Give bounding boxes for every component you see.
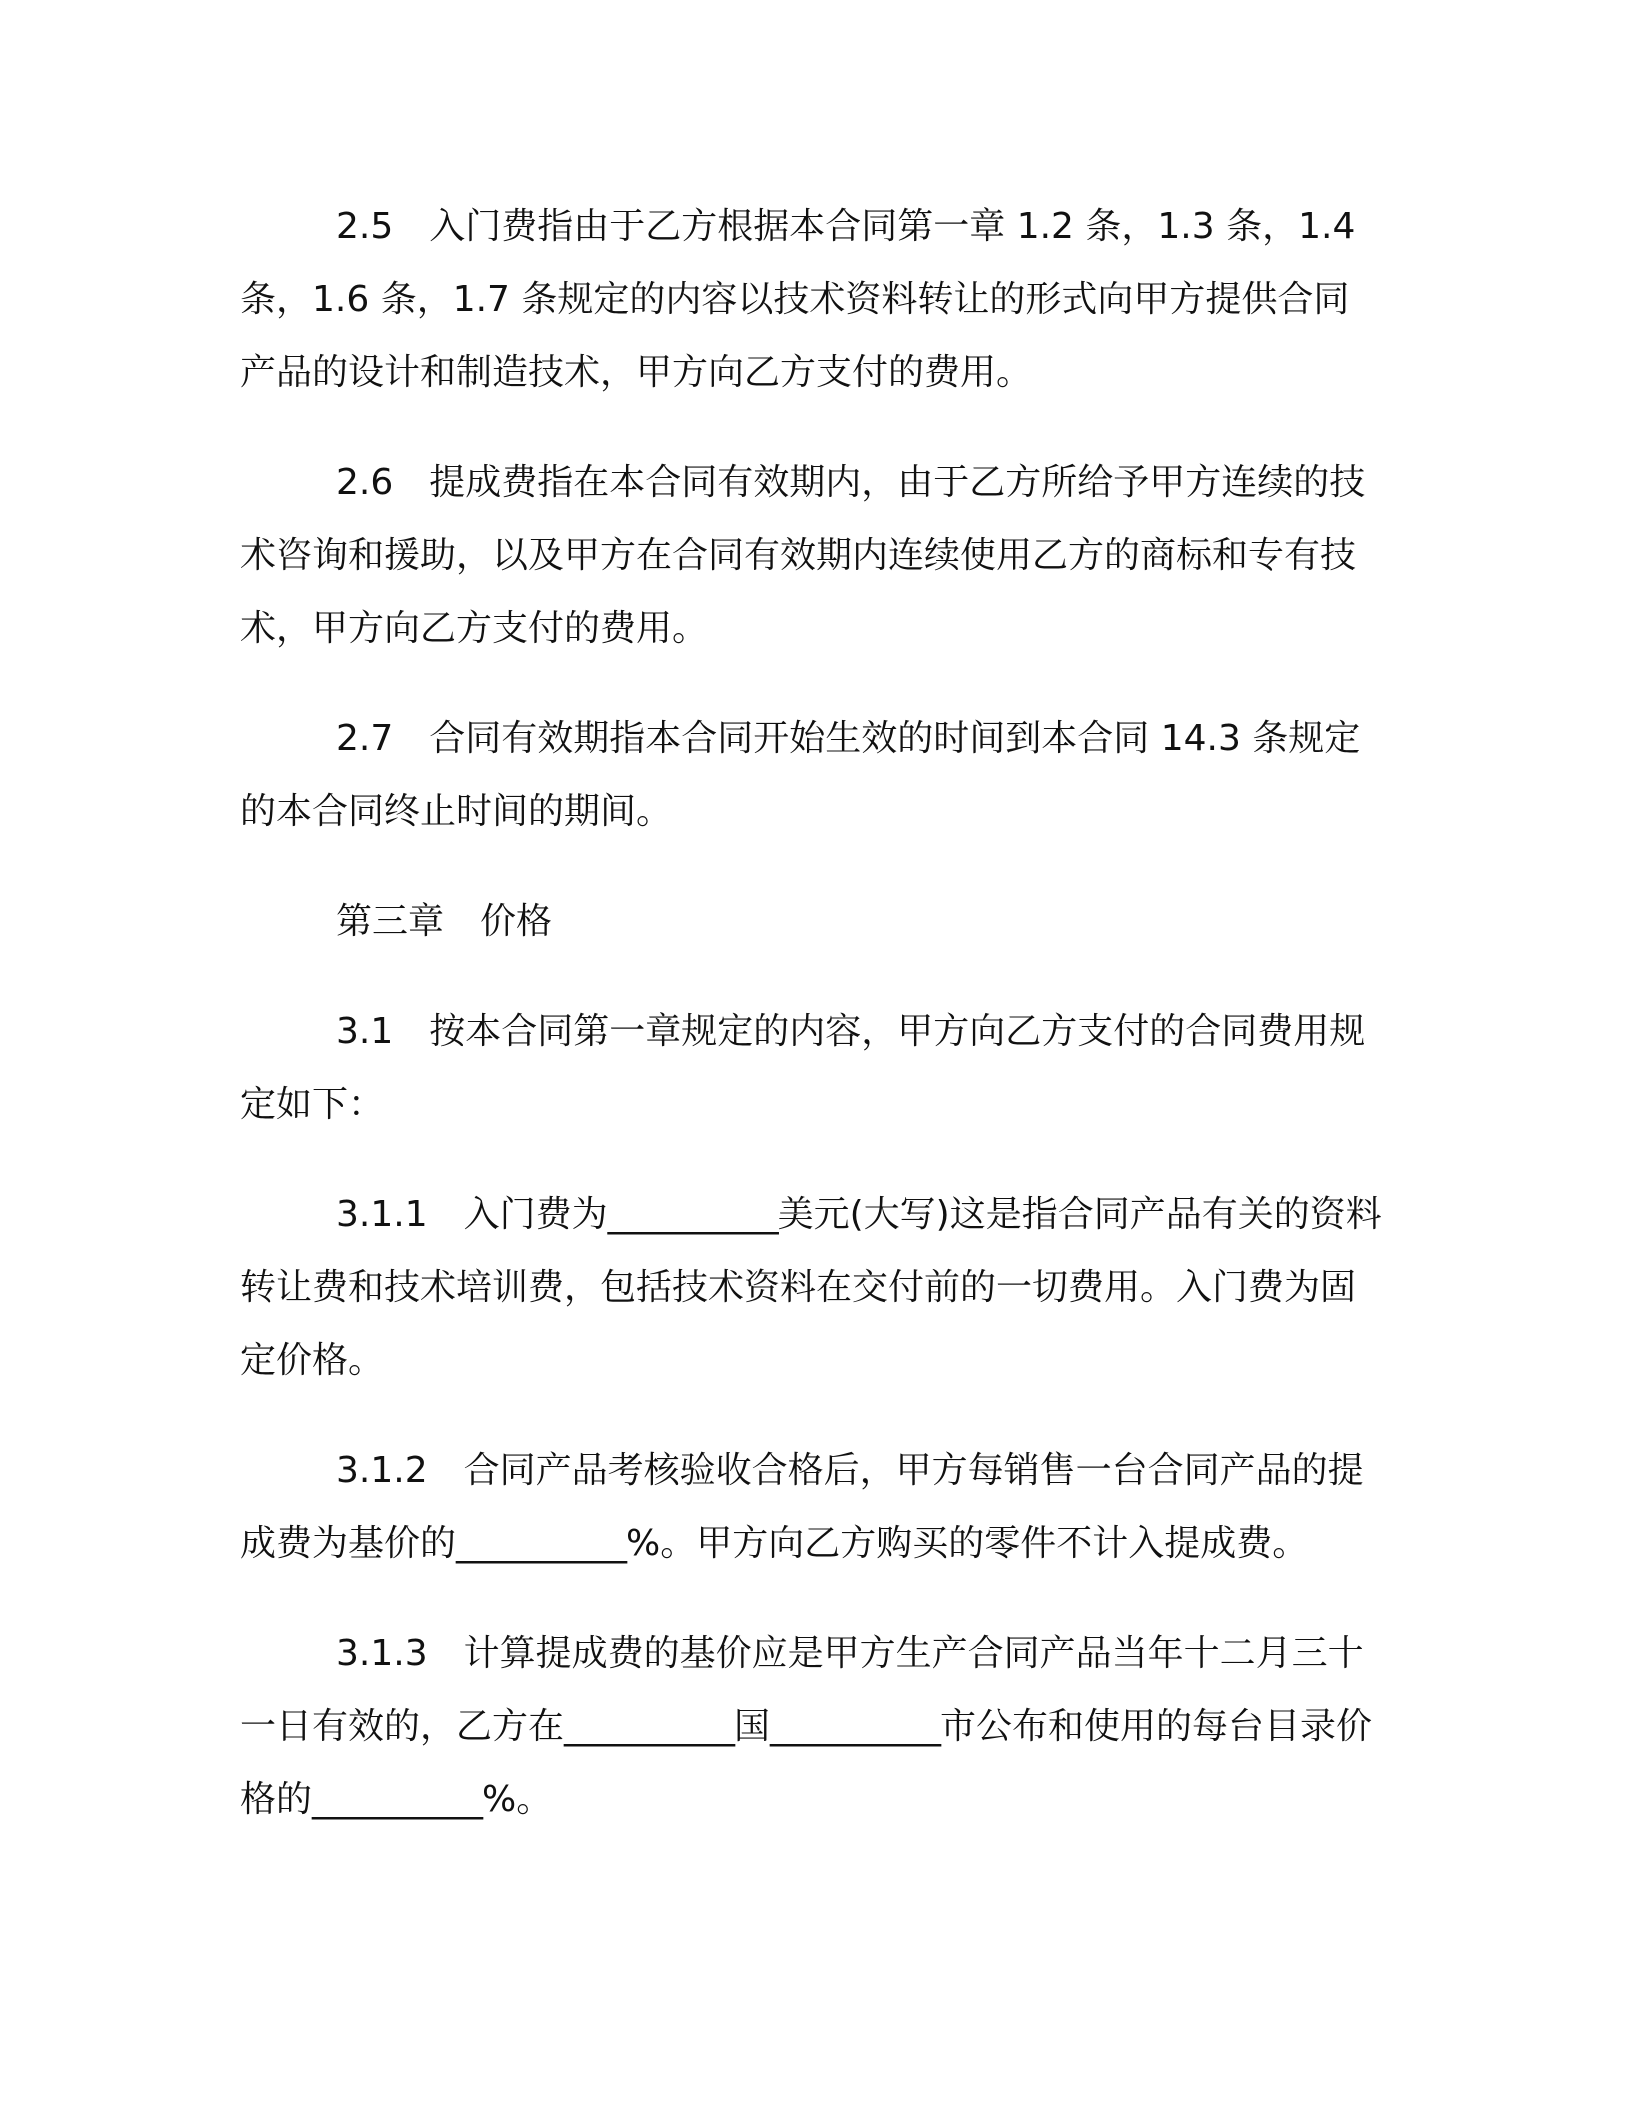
clause-3-1-2 <box>240 1434 1385 1580</box>
clause-2-7 <box>240 702 1385 848</box>
fill-in-blank: __________ <box>564 1706 735 1747</box>
clause-number: 3.1.2 <box>336 1450 428 1491</box>
clause-text: 提成费指在本合同有效期内，由于乙方所给予甲方连续的技术咨询和援助，以及甲方在合同有效期内连续使用乙方的商标和专有技术，甲方向乙方支付的费用。 <box>240 462 1366 649</box>
clause-text: 入门费指由于乙方根据本合同第一章 1.2 条，1.3 条，1.4 条，1.6 条，1.7 条规定的内容以技术资料转让的形式向甲方提供合同产品的设计和制造技术，甲方向乙方支付的费用。 <box>240 206 1356 393</box>
clause-text: 国 <box>734 1706 771 1747</box>
clause-text: 合同产品考核验收合格后，甲方每销售一台合同产品的提成费为基价的 <box>240 1450 1364 1564</box>
clause-text: 计算提成费的基价应是甲方生产合同产品当年十二月三十一日有效的，乙方在 <box>240 1633 1364 1747</box>
fill-in-blank: __________ <box>312 1779 483 1820</box>
clause-number: 2.6 <box>336 462 394 503</box>
chapter-title: 价格 <box>480 901 553 942</box>
fill-in-blank: __________ <box>607 1194 778 1235</box>
clause-text: 合同有效期指本合同开始生效的时间到本合同 14.3 条规定的本合同终止时间的期间。 <box>240 718 1361 832</box>
clause-number: 3.1.1 <box>336 1194 428 1235</box>
clause-2-6 <box>240 446 1385 665</box>
clause-text: 按本合同第一章规定的内容，甲方向乙方支付的合同费用规定如下： <box>240 1011 1366 1125</box>
fill-in-blank: __________ <box>456 1523 627 1564</box>
clause-number: 2.5 <box>336 206 394 247</box>
clause-3-1-3 <box>240 1617 1385 1836</box>
chapter-heading <box>240 885 1385 958</box>
clause-2-5 <box>240 190 1385 409</box>
clause-3-1 <box>240 995 1385 1141</box>
clause-number: 2.7 <box>336 718 394 759</box>
clause-text: %。甲方向乙方购买的零件不计入提成费。 <box>626 1523 1309 1564</box>
document-body <box>240 190 1385 1873</box>
clause-number: 3.1.3 <box>336 1633 428 1674</box>
clause-number: 3.1 <box>336 1011 394 1052</box>
clause-text: %。 <box>482 1779 553 1820</box>
clause-text: 美元(大写)这是指合同产品有关的资料转让费和技术培训费，包括技术资料在交付前的一切费用。入门费为固定价格。 <box>240 1194 1382 1381</box>
clause-text: 市公布和使用的每台目录价格的 <box>240 1706 1373 1820</box>
clause-text: 入门费为 <box>463 1194 608 1235</box>
clause-3-1-1 <box>240 1178 1385 1397</box>
chapter-number: 第三章 <box>336 901 445 942</box>
fill-in-blank: __________ <box>770 1706 941 1747</box>
